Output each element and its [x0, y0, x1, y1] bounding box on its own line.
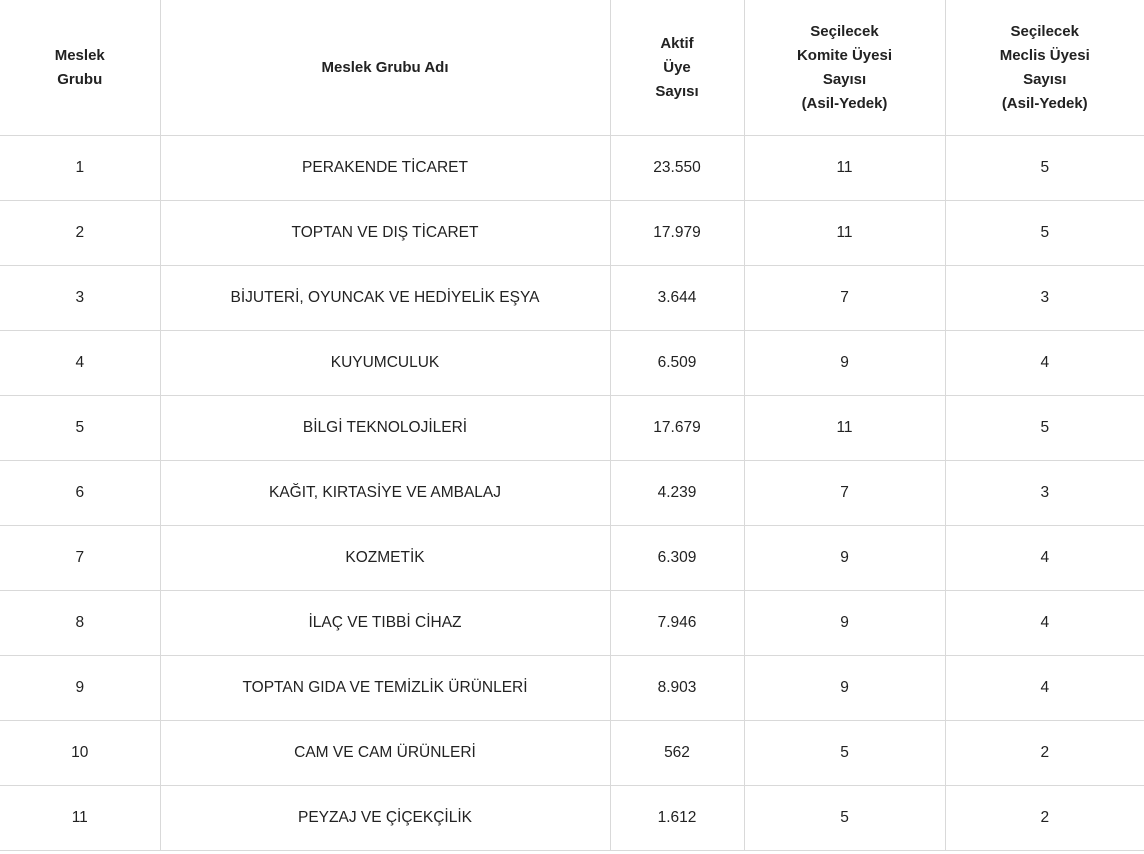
cell-group-name: İLAÇ VE TIBBİ CİHAZ [160, 591, 610, 656]
header-line: Seçilecek [1010, 22, 1079, 40]
header-line: (Asil-Yedek) [1001, 94, 1088, 112]
cell-council-seats: 4 [945, 656, 1144, 721]
cell-group-number: 3 [0, 266, 160, 331]
cell-active-members: 6.509 [610, 331, 744, 396]
table-row [0, 656, 1144, 721]
table-row [0, 591, 1144, 656]
cell-group-name: PERAKENDE TİCARET [160, 136, 610, 201]
table-row [0, 721, 1144, 786]
cell-active-members: 17.979 [610, 201, 744, 266]
cell-active-members: 7.946 [610, 591, 744, 656]
cell-committee-seats: 5 [744, 721, 945, 786]
cell-active-members: 23.550 [610, 136, 744, 201]
table-body [0, 136, 1144, 851]
cell-committee-seats: 7 [744, 266, 945, 331]
header-line: Aktif [660, 34, 694, 52]
cell-group-name: KOZMETİK [160, 526, 610, 591]
header-row [0, 0, 1144, 136]
cell-council-seats: 5 [945, 396, 1144, 461]
table-row [0, 786, 1144, 851]
table-header [0, 0, 1144, 136]
header-meslek-grubu [0, 0, 160, 136]
cell-council-seats: 4 [945, 526, 1144, 591]
cell-group-name: KUYUMCULUK [160, 331, 610, 396]
cell-committee-seats: 9 [744, 656, 945, 721]
header-line: Sayısı [822, 70, 867, 88]
header-line: Sayısı [1023, 70, 1067, 88]
cell-group-number: 11 [0, 786, 160, 851]
cell-active-members: 1.612 [610, 786, 744, 851]
cell-council-seats: 4 [945, 591, 1144, 656]
header-line: Komite Üyesi [796, 46, 893, 64]
cell-group-number: 1 [0, 136, 160, 201]
cell-group-number: 7 [0, 526, 160, 591]
cell-group-name: TOPTAN GIDA VE TEMİZLİK ÜRÜNLERİ [160, 656, 610, 721]
cell-committee-seats: 9 [744, 331, 945, 396]
cell-council-seats: 5 [945, 201, 1144, 266]
cell-council-seats: 5 [945, 136, 1144, 201]
cell-group-number: 5 [0, 396, 160, 461]
cell-active-members: 3.644 [610, 266, 744, 331]
cell-committee-seats: 11 [744, 136, 945, 201]
header-line: Sayısı [655, 82, 699, 100]
table-row [0, 461, 1144, 526]
cell-group-name: BİLGİ TEKNOLOJİLERİ [160, 396, 610, 461]
cell-committee-seats: 9 [744, 526, 945, 591]
header-komite-uyesi-sayisi [744, 0, 945, 136]
table-row [0, 396, 1144, 461]
cell-active-members: 562 [610, 721, 744, 786]
header-line: Meslek Grubu Adı [321, 58, 449, 76]
header-line: Grubu [57, 70, 103, 88]
cell-group-number: 4 [0, 331, 160, 396]
header-line: Meclis Üyesi [999, 46, 1090, 64]
header-line: Üye [663, 58, 691, 76]
header-line: Seçilecek [810, 22, 879, 40]
table-row [0, 331, 1144, 396]
cell-group-number: 9 [0, 656, 160, 721]
table-row [0, 201, 1144, 266]
cell-committee-seats: 7 [744, 461, 945, 526]
table-row [0, 136, 1144, 201]
cell-committee-seats: 9 [744, 591, 945, 656]
cell-active-members: 4.239 [610, 461, 744, 526]
table-row [0, 526, 1144, 591]
cell-group-name: TOPTAN VE DIŞ TİCARET [160, 201, 610, 266]
cell-council-seats: 3 [945, 266, 1144, 331]
cell-group-name: CAM VE CAM ÜRÜNLERİ [160, 721, 610, 786]
header-line: (Asil-Yedek) [801, 94, 888, 112]
cell-council-seats: 2 [945, 786, 1144, 851]
header-line: Meslek [54, 46, 105, 64]
cell-group-name: KAĞIT, KIRTASİYE VE AMBALAJ [160, 461, 610, 526]
cell-committee-seats: 5 [744, 786, 945, 851]
header-meslek-grubu-adi [160, 0, 610, 136]
table-row [0, 266, 1144, 331]
header-aktif-uye-sayisi [610, 0, 744, 136]
cell-group-name: PEYZAJ VE ÇİÇEKÇİLİK [160, 786, 610, 851]
cell-committee-seats: 11 [744, 201, 945, 266]
header-meclis-uyesi-sayisi [945, 0, 1144, 136]
cell-council-seats: 3 [945, 461, 1144, 526]
cell-committee-seats: 11 [744, 396, 945, 461]
cell-group-number: 8 [0, 591, 160, 656]
cell-council-seats: 4 [945, 331, 1144, 396]
cell-active-members: 17.679 [610, 396, 744, 461]
cell-active-members: 8.903 [610, 656, 744, 721]
cell-active-members: 6.309 [610, 526, 744, 591]
cell-group-number: 10 [0, 721, 160, 786]
cell-group-name: BİJUTERİ, OYUNCAK VE HEDİYELİK EŞYA [160, 266, 610, 331]
cell-group-number: 6 [0, 461, 160, 526]
cell-council-seats: 2 [945, 721, 1144, 786]
cell-group-number: 2 [0, 201, 160, 266]
